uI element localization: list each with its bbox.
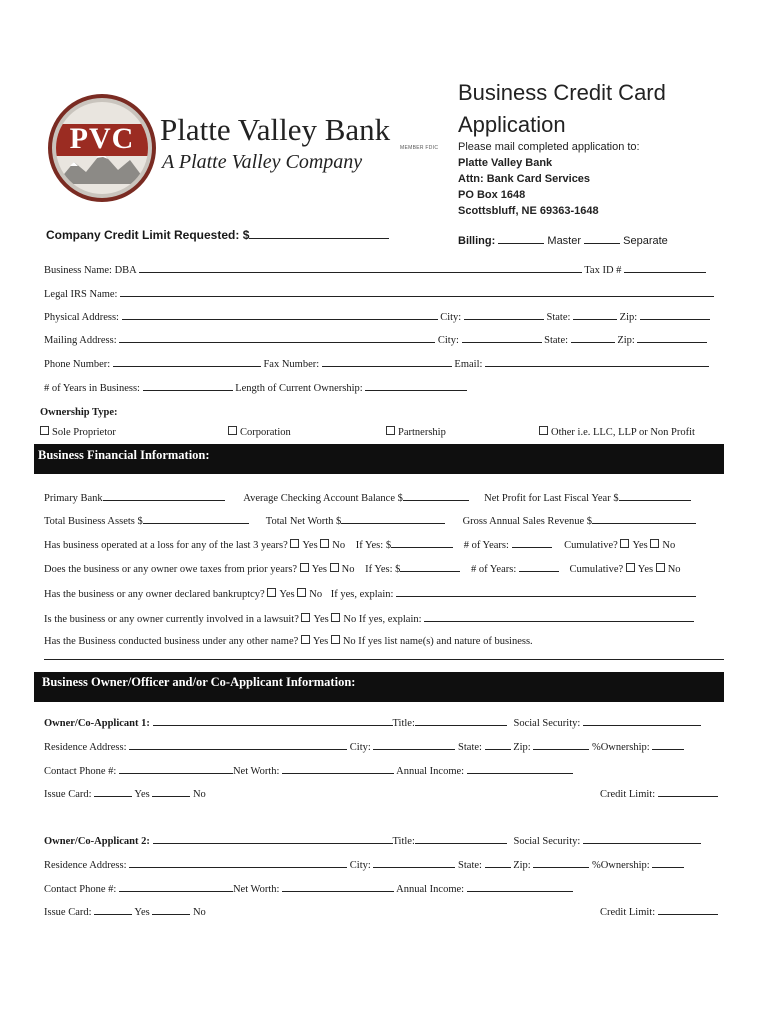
checkbox-icon [297, 588, 306, 597]
checkbox-icon [539, 426, 548, 435]
applicant-2-row[interactable]: Owner/Co-Applicant 2: Title: Social Security: [44, 833, 701, 847]
logo-initials: PVC [69, 122, 135, 155]
phone-fax-email-row[interactable]: Phone Number: Fax Number: Email: [44, 356, 709, 370]
checkbox-icon [300, 563, 309, 572]
applicant-1-contact-row[interactable]: Contact Phone #: Net Worth: Annual Income: [44, 763, 573, 777]
checkbox-icon [331, 613, 340, 622]
checkbox-icon [620, 539, 629, 548]
checkbox-icon [301, 613, 310, 622]
applicant-1-row[interactable]: Owner/Co-Applicant 1: Title: Social Security: [44, 715, 701, 729]
checkbox-icon [290, 539, 299, 548]
mailing-address-row[interactable]: Mailing Address: City: State: Zip: [44, 332, 707, 346]
bank-name: Platte Valley Bank [160, 112, 391, 147]
checkbox-icon [267, 588, 276, 597]
applicant-1-residence-row[interactable]: Residence Address: City: State: Zip: %Ownership: [44, 739, 684, 753]
checkbox-icon [228, 426, 237, 435]
ownership-partnership[interactable]: Partnership [386, 426, 446, 438]
checkbox-icon [650, 539, 659, 548]
bank-tagline: A Platte Valley Company [162, 151, 363, 173]
checkbox-icon [386, 426, 395, 435]
other-name-row[interactable]: Has the Business conducted business under any other name? Yes No If yes list name(s) and nature of business. [44, 636, 533, 647]
applicant-2-residence-row[interactable]: Residence Address: City: State: Zip: %Ownership: [44, 857, 684, 871]
owner-section-heading: Business Owner/Officer and/or Co-Applicant Information: [34, 672, 724, 702]
applicant-1-issue-card-row[interactable]: Issue Card: Yes No [44, 786, 206, 800]
business-name-row[interactable]: Business Name: DBA Tax ID # [44, 262, 706, 276]
operating-loss-row[interactable]: Has business operated at a loss for any of the last 3 years? Yes No If Yes: $ # of Years: Cumulative? Yes No [44, 537, 675, 551]
checkbox-icon [656, 563, 665, 572]
ownership-sole-proprietor[interactable]: Sole Proprietor [40, 426, 116, 438]
applicant-2-credit-limit[interactable]: Credit Limit: [600, 904, 718, 918]
ownership-other[interactable]: Other i.e. LLC, LLP or Non Profit [539, 426, 695, 438]
checkbox-icon [320, 539, 329, 548]
physical-address-row[interactable]: Physical Address: City: State: Zip: [44, 309, 710, 323]
financial-section-heading: Business Financial Information: [34, 444, 724, 474]
years-in-business-row[interactable]: # of Years in Business: Length of Current Ownership: [44, 380, 467, 394]
bankruptcy-row[interactable]: Has the business or any owner declared bankruptcy? Yes No If yes, explain: [44, 586, 696, 600]
form-title: Business Credit Card Application [458, 80, 666, 137]
member-fdic: MEMBER FDIC [400, 145, 439, 151]
owe-taxes-row[interactable]: Does the business or any owner owe taxes from prior years? Yes No If Yes: $ # of Years: Cumulative? Yes No [44, 561, 681, 575]
checkbox-icon [331, 635, 340, 644]
mailing-instructions: Please mail completed application to: Platte Valley Bank Attn: Bank Card Services PO Box 1648 Scottsbluff, NE 69363-1648 [458, 141, 640, 217]
checkbox-icon [40, 426, 49, 435]
ownership-type-label: Ownership Type: [40, 407, 118, 418]
primary-bank-row[interactable]: Primary Bank Average Checking Account Balance $ Net Profit for Last Fiscal Year $ [44, 490, 691, 504]
ownership-corporation[interactable]: Corporation [228, 426, 291, 438]
legal-irs-name-row[interactable]: Legal IRS Name: [44, 286, 714, 300]
total-assets-row[interactable]: Total Business Assets $ Total Net Worth $ Gross Annual Sales Revenue $ [44, 513, 696, 527]
checkbox-icon [330, 563, 339, 572]
lawsuit-row[interactable]: Is the business or any owner currently involved in a lawsuit? Yes No If yes, explain: [44, 611, 694, 625]
credit-limit-requested[interactable]: Company Credit Limit Requested: $ [46, 228, 389, 242]
checkbox-icon [626, 563, 635, 572]
bank-logo-seal [48, 94, 156, 202]
applicant-1-credit-limit[interactable]: Credit Limit: [600, 786, 718, 800]
applicant-2-contact-row[interactable]: Contact Phone #: Net Worth: Annual Income: [44, 881, 573, 895]
billing-option[interactable]: Billing: Master Separate [458, 235, 668, 247]
other-name-answer-line[interactable] [44, 659, 724, 660]
applicant-2-issue-card-row[interactable]: Issue Card: Yes No [44, 904, 206, 918]
checkbox-icon [301, 635, 310, 644]
